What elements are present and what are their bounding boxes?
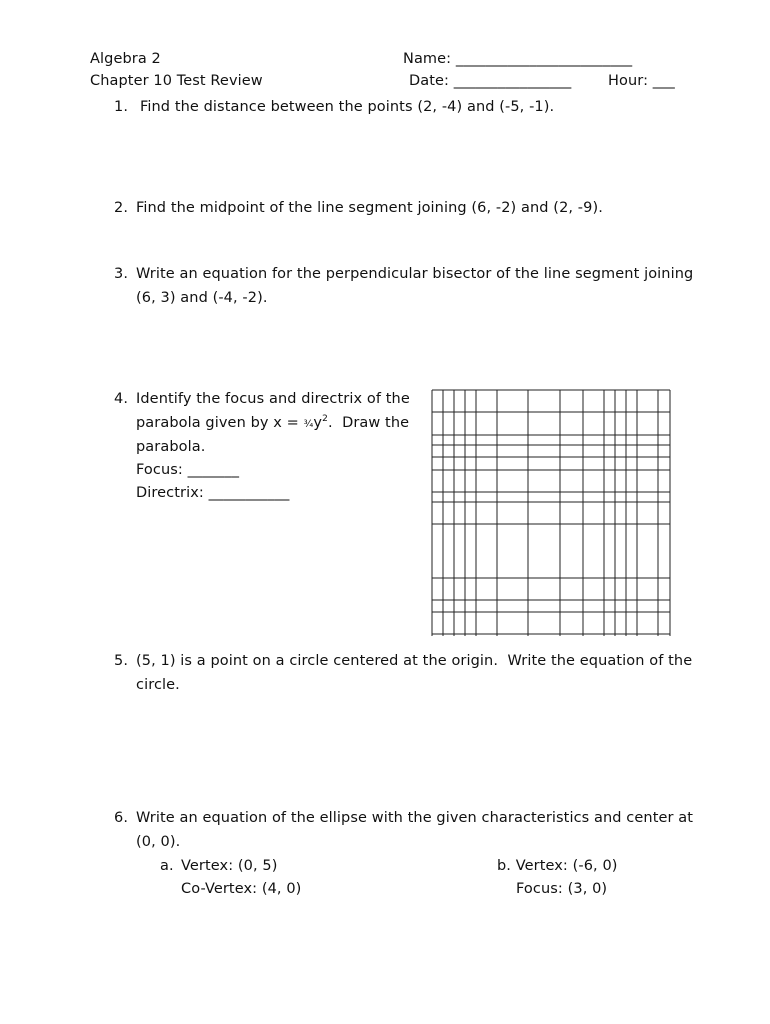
directrix-field: Directrix: ___________ <box>136 485 290 501</box>
question-3-line-1: Write an equation for the perpendicular bisector of the line segment joining <box>136 266 694 282</box>
question-1-number: 1. <box>114 99 129 115</box>
name-field: Name: ________________________ <box>403 51 633 67</box>
part-a-label: a. <box>160 858 174 874</box>
part-a-covertex: Co-Vertex: (4, 0) <box>181 881 302 897</box>
question-5-line-1: (5, 1) is a point on a circle centered at the origin. Write the equation of the <box>136 653 693 669</box>
graph-grid <box>430 388 672 638</box>
question-1-text: Find the distance between the points (2, -4) and (-5, -1). <box>140 99 555 115</box>
question-2-number: 2. <box>114 200 129 216</box>
question-4-number: 4. <box>114 391 129 407</box>
question-5-number: 5. <box>114 653 129 669</box>
part-a-vertex: Vertex: (0, 5) <box>181 858 278 874</box>
question-2-text: Find the midpoint of the line segment joining (6, -2) and (2, -9). <box>136 200 603 216</box>
question-4-line-2 <box>136 414 409 434</box>
question-6-line-2: (0, 0). <box>136 834 181 850</box>
question-6-number: 6. <box>114 810 129 826</box>
question-4-line-3: parabola. <box>136 439 206 455</box>
question-3-number: 3. <box>114 266 129 282</box>
course-title: Algebra 2 <box>90 51 161 67</box>
question-6-line-1: Write an equation of the ellipse with the given characteristics and center at <box>136 810 694 826</box>
question-4-variable: y <box>313 415 323 431</box>
question-5-line-2: circle. <box>136 677 180 693</box>
part-b-focus: Focus: (3, 0) <box>516 881 608 897</box>
question-4-fraction: ¾ <box>303 419 314 430</box>
question-4-exponent: 2 <box>322 414 328 425</box>
question-3-line-2: (6, 3) and (-4, -2). <box>136 290 268 306</box>
focus-field: Focus: _______ <box>136 462 240 478</box>
question-4-draw-text: . Draw the <box>327 415 410 431</box>
date-field: Date: ________________ <box>409 73 572 89</box>
question-4-equation-text: parabola given by x = <box>136 415 304 431</box>
hour-field: Hour: ___ <box>608 73 675 89</box>
chapter-title: Chapter 10 Test Review <box>90 73 263 89</box>
part-b-vertex: b. Vertex: (-6, 0) <box>497 858 618 874</box>
question-4-line-1: Identify the focus and directrix of the <box>136 391 410 407</box>
